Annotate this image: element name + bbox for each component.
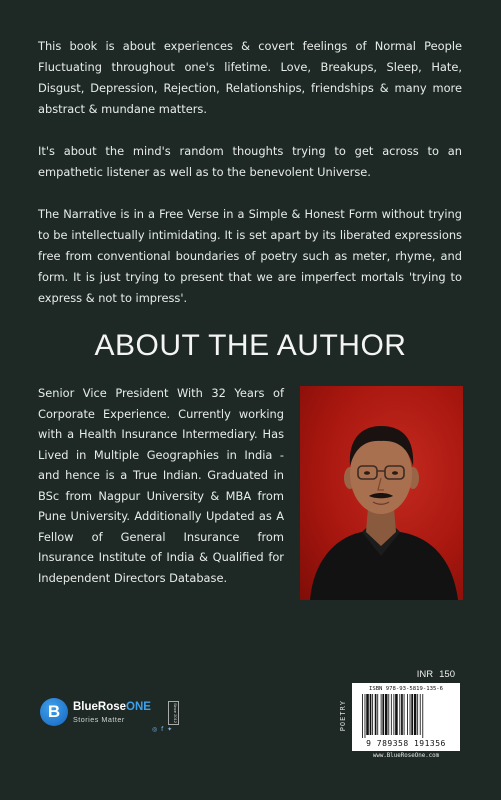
blurb-paragraph-3: The Narrative is in a Free Verse in a Simple & Honest Form without trying to be intellectually intimidating. It is set apart by its liberated expressions free from conventional boundaries of poetry such as meter, rhyme, and form. It is just trying to present that we are imperfect mortals 'trying to express & not to impress'. — [38, 207, 462, 305]
barcode-bar — [362, 694, 363, 738]
barcode-bar — [366, 694, 369, 735]
publisher-logo — [40, 698, 190, 734]
barcode-bar — [377, 694, 378, 735]
price-label — [411, 669, 455, 680]
back-cover-blurb — [38, 36, 462, 330]
barcode-bar — [422, 694, 423, 738]
isbn-barcode — [352, 683, 460, 751]
barcode-bar — [388, 694, 389, 735]
publisher-name-part1: BlueRose — [73, 701, 127, 713]
barcode-bar — [417, 694, 418, 735]
isbn-text: ISBN 978-93-5819-135-6 — [368, 686, 444, 692]
barcode-bar — [411, 694, 413, 735]
barcode-bars — [361, 694, 451, 738]
barcode-bar — [391, 694, 392, 735]
price-amount: 150 — [439, 669, 455, 680]
ean-digits: 9 789358 191356 — [366, 739, 446, 748]
barcode-bar — [370, 694, 372, 735]
barcode-bar — [381, 694, 382, 735]
barcode-bar — [407, 694, 408, 735]
author-photo — [300, 386, 463, 600]
barcode-bar — [382, 694, 384, 735]
barcode-bar — [375, 694, 377, 735]
publisher-website: www.BlueRoseOne.com — [372, 753, 440, 759]
barcode-bar — [414, 694, 417, 735]
barcode-bar — [372, 694, 373, 735]
barcode-bar — [385, 694, 388, 735]
barcode-bar — [365, 694, 366, 738]
barcode-bar — [393, 694, 394, 735]
author-bio: Senior Vice President With 32 Years of Corporate Experience. Currently working with a Health Insurance Intermediary. Has Lived in Multiple Geographies in India - and hence is a True Indian. Graduated in BSc from Nagpur University & MBA from Pune University. Additionally Updated as A Fellow of General Insurance from Insurance Institute of India & Qualified for Independent Directors Database. — [38, 386, 284, 585]
publisher-tagline: Stories Matter — [73, 715, 125, 724]
barcode-bar — [404, 694, 405, 735]
genre-label: POETRY — [339, 700, 347, 732]
publisher-name — [73, 701, 151, 713]
barcode-bar — [395, 694, 398, 735]
blurb-paragraph-2: It's about the mind's random thoughts trying to get across to an empathetic listener as well as to the benevolent Universe. — [38, 144, 462, 179]
barcode-bar — [410, 694, 411, 735]
publisher-since-badge: Since 2012 — [168, 701, 179, 725]
barcode-bar — [420, 694, 421, 735]
barcode-bar — [399, 694, 400, 735]
barcode-bar — [401, 694, 403, 735]
price-currency: INR — [416, 669, 434, 680]
logo-b-icon: B — [40, 698, 68, 726]
blurb-paragraph-1: This book is about experiences & covert feelings of Normal People Fluctuating throughout one's lifetime. Love, Breakups, Sleep, Hate, Disgust, Depression, Rejection, Relationships, friendships & many more abstract & mundane matters. — [38, 39, 462, 116]
social-icons: ◎ f ✦ — [152, 726, 174, 733]
about-author-heading: ABOUT THE AUTHOR — [94, 329, 407, 362]
publisher-name-part2: ONE — [126, 701, 151, 713]
